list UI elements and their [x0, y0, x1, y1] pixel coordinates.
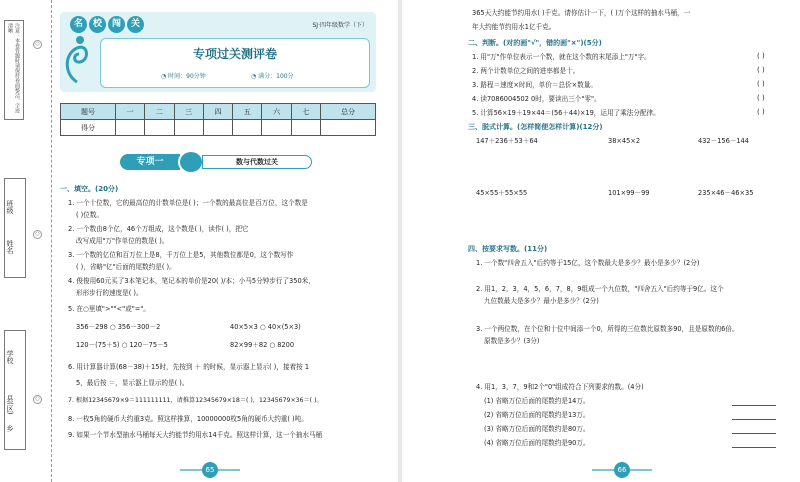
cut-mark-icon: ○: [33, 395, 42, 404]
sub-item: (4) 省略万位后面的尾数约是90万。: [484, 439, 590, 447]
question-text: 九位数最大是多少？最小是多少？(2分): [484, 297, 599, 305]
question-text: 原数是多少？(3分): [484, 337, 540, 345]
calc-item: 38×45×2: [608, 137, 641, 145]
page-number-text: 65: [202, 462, 218, 478]
school-box: [4, 330, 26, 450]
judge-item: 1. 用"万"作单位表示一个数，就在这个数的末尾添上"万"字。: [472, 53, 651, 61]
section-heading: 三、脱式计算。(怎样简便怎样计算)(12分): [468, 123, 603, 131]
answer-paren[interactable]: ( ): [757, 80, 765, 88]
banner-title: 数与代数过关: [202, 155, 312, 169]
title-card: [100, 38, 370, 88]
cut-mark-icon: ○: [33, 40, 42, 49]
answer-paren[interactable]: ( ): [757, 108, 765, 116]
judge-item: 3. 路程＝速度×时间，单价＝总价×数量。: [472, 81, 597, 89]
compare-item: 120－(75＋5) ○ 120－75－5: [76, 341, 168, 349]
brand-logo: [70, 16, 144, 33]
question-text: 1. 一个数"四舍五入"后约等于15亿，这个数最大是多少？最小是多少？(2分): [476, 259, 700, 267]
page-number-text: 66: [614, 462, 630, 478]
table-row: [61, 104, 376, 120]
class-name-box: [4, 178, 26, 278]
answer-paren[interactable]: ( ): [757, 94, 765, 102]
binding-strip: [0, 0, 52, 482]
table-cell: 二: [145, 104, 174, 120]
name-label: 姓名: [6, 240, 14, 254]
calc-item: 101×99－99: [608, 189, 650, 197]
table-cell: 得分: [61, 120, 116, 136]
table-cell: 题号: [61, 104, 116, 120]
answer-line[interactable]: [732, 447, 776, 448]
class-label: 班级: [6, 200, 14, 214]
calc-item: 432－156－144: [698, 137, 749, 145]
score-cell[interactable]: [291, 120, 320, 136]
calc-item: 235×46－46×35: [698, 189, 754, 197]
table-cell: 三: [174, 104, 203, 120]
question-text: ( )位数。: [76, 211, 104, 219]
judge-item: 2. 两个计数单位之间的进率都是十。: [472, 67, 580, 75]
grade-tag: SJ·四年级数学（下）: [312, 22, 368, 29]
question-text: 改写成用"万"作单位的数是( )。: [76, 237, 169, 245]
question-text: 365天大约能节约用水( )千克。请你估计一下，( )万个这样的抽水马桶，一: [472, 9, 691, 17]
question-text: 形形步行的速度是( )。: [76, 289, 143, 297]
tree-icon: [178, 150, 204, 174]
section-heading: 四、按要求写数。(11分): [468, 245, 548, 253]
logo-char: 校: [89, 16, 106, 33]
page-number: [180, 462, 240, 478]
question-text: ( )，省略"亿"后面的尾数约是( )。: [76, 263, 176, 271]
table-cell: 七: [291, 104, 320, 120]
score-cell[interactable]: [233, 120, 262, 136]
page-title: 专项过关测评卷: [192, 47, 277, 61]
school-label: 学校: [6, 350, 14, 364]
table-cell: 四: [203, 104, 232, 120]
time-text: 时间：90分钟: [168, 73, 206, 80]
question-text: 6. 用计算器计算(68－38)＋15时，先按到 ＋ 的时候，显示器上显示( )，接着按 1: [68, 363, 310, 371]
question-text: 4. 俊俊用60元买了3本笔记本，笔记本的单价是20( )/本；小马5分钟步行了350米，: [68, 277, 315, 285]
banner-label: 专项一: [120, 154, 180, 170]
question-text: 3. 一个数的亿位和百万位上是8，千万位上是5，其他数位都是0，这个数写作: [68, 251, 294, 259]
table-cell: 五: [233, 104, 262, 120]
county-label: 县(区): [6, 395, 14, 415]
judge-item: 5. 计算56×19＋19×44＝(56＋44)×19，运用了乘法分配律。: [472, 109, 660, 117]
logo-char: 闯: [108, 16, 125, 33]
judge-item: 4. 读7086004502 0时，要读出三个"零"。: [472, 95, 601, 103]
question-text: 9. 如果一个节水型抽水马桶每天大约能节约用水14千克。照这样计算，这一个抽水马桶: [68, 431, 323, 439]
answer-paren[interactable]: ( ): [757, 66, 765, 74]
cut-mark-icon: ○: [33, 230, 42, 239]
question-text: 年大约能节约用水1亿千克。: [472, 23, 556, 31]
question-text: 4. 用1，3，7，9和2个"0"组成符合下列要求的数。(4分): [476, 383, 644, 391]
calc-item: 45×55＋55×55: [476, 189, 528, 197]
score-cell[interactable]: [203, 120, 232, 136]
compare-item: 40×5×3 ○ 40×(5×3): [230, 323, 301, 331]
score-cell[interactable]: [115, 120, 144, 136]
section-heading: 一、填空。(20分): [60, 185, 119, 193]
question-text: 2. 用1，2，3，4，5，6，7，8，9组成一个九位数，"四舍五入"后约等于9亿。这个: [476, 285, 724, 293]
score-table: [60, 103, 376, 136]
answer-line[interactable]: [732, 419, 776, 420]
answer-line[interactable]: [732, 405, 776, 406]
table-row: [61, 120, 376, 136]
right-page: [402, 0, 800, 482]
table-cell: 总分: [321, 104, 376, 120]
score-cell[interactable]: [262, 120, 291, 136]
score-cell[interactable]: [145, 120, 174, 136]
score-info: ◔ 满分：100分: [251, 73, 294, 80]
compare-item: 356－298 ○ 356－300－2: [76, 323, 161, 331]
calc-item: 147＋236＋53＋64: [476, 137, 538, 145]
left-page: [0, 0, 398, 482]
score-cell[interactable]: [174, 120, 203, 136]
swirl-ornament-icon: [62, 34, 92, 84]
sub-item: (1) 省略万位后面的尾数约是14万。: [484, 397, 590, 405]
question-text: 1. 一个十位数，它的最高位的计数单位是( )；一个数的最高位是百万位，这个数是: [68, 199, 308, 207]
logo-char: 名: [70, 16, 87, 33]
sub-item: (3) 省略万位后面的尾数约是80万。: [484, 425, 590, 433]
question-text: 2. 一个数由8个亿，46个万组成，这个数是( )，读作( )，把它: [68, 225, 249, 233]
binding-notice: 注意：本卷答题时请保持卷面整洁，字迹清晰: [4, 20, 24, 120]
table-cell: 一: [115, 104, 144, 120]
question-text: 8. 一枚5角的硬币大约重3克。照这样推算，10000000枚5角的硬币大约重( )吨。: [68, 415, 308, 423]
compare-item: 82×99＋82 ○ 8200: [230, 341, 295, 349]
question-text: 5，最后按 ＝，显示器上显示的是( )。: [76, 379, 189, 387]
answer-line[interactable]: [732, 433, 776, 434]
section-banner: [120, 150, 320, 174]
page-number: [592, 462, 652, 478]
question-text: 5. 在○里填">""<"或"="。: [68, 305, 150, 313]
village-label: 乡: [6, 425, 14, 432]
question-text: 3. 一个两位数，在个位和十位中间添一个0，所得的三位数比原数多90，且是原数的6倍。: [476, 325, 739, 333]
table-cell: 六: [262, 104, 291, 120]
time-info: ◔ 时间：90分钟: [161, 73, 206, 80]
logo-char: 关: [127, 16, 144, 33]
question-text: 7. 根据12345679×9＝111111111，请推算12345679×18＝( )，12345679×36＝( )。: [68, 397, 323, 404]
full-score-text: 满分：100分: [258, 73, 294, 80]
sub-item: (2) 省略万位后面的尾数约是13万。: [484, 411, 590, 419]
answer-paren[interactable]: ( ): [757, 52, 765, 60]
score-cell[interactable]: [321, 120, 376, 136]
section-heading: 二、判断。(对的画"√"，错的画"×")(5分): [468, 39, 602, 47]
